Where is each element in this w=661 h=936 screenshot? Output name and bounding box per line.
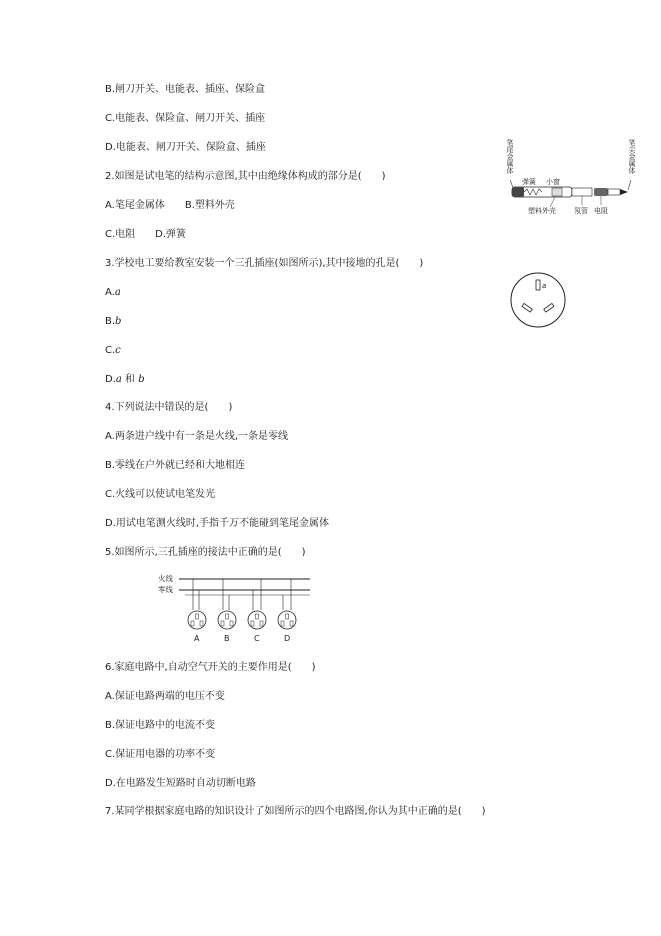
q6-option-a: A.保证电路两端的电压不变 [105, 691, 225, 702]
socket-wiring-figure [155, 570, 315, 645]
q3-option-a [105, 286, 121, 300]
q6-option-b: B.保证电路中的电流不变 [105, 720, 216, 731]
q2-options-ab: A.笔尾金属体 B.塑料外壳 [105, 200, 235, 211]
shell-label: 塑料外壳 [528, 207, 556, 215]
q6-option-c: C.保证用电器的功率不变 [105, 749, 216, 760]
socket-b [218, 579, 236, 643]
q5-stem: 5.如图所示,三孔插座的接法中正确的是( ) [105, 547, 306, 558]
q3-stem: 3.学校电工要给教室安装一个三孔插座(如图所示),其中接地的孔是( ) [105, 258, 424, 269]
q3-option-d [105, 373, 145, 387]
neon-label: 氖管 [574, 207, 588, 215]
q3-option-d-and: 和 [121, 374, 139, 385]
socket-c [248, 579, 266, 643]
q4-option-b: B.零线在户外就已经和大地相连 [105, 460, 246, 471]
q4-option-c: C.火线可以使试电笔发光 [105, 489, 216, 500]
q3-option-a-prefix: A. [105, 287, 115, 298]
neutral-wire-label: 零线 [158, 585, 173, 594]
q6-stem: 6.家庭电路中,自动空气开关的主要作用是( ) [105, 662, 316, 673]
socket-figure [508, 270, 568, 330]
socket-hole-top [536, 280, 540, 290]
q6-option-d: D.在电路发生短路时自动切断电路 [105, 778, 256, 789]
socket-b-letter: B [224, 634, 230, 643]
q3-option-b-var: b [115, 316, 122, 327]
q3-option-c-prefix: C. [105, 345, 116, 356]
test-pen-figure [500, 130, 645, 220]
socket-a-letter: A [194, 634, 200, 643]
q1-option-d: D.电能表、闸刀开关、保险盒、插座 [105, 142, 266, 153]
pen-tip-label: 笔尖金属体 [628, 139, 636, 174]
pen-resistor [594, 188, 608, 196]
q3-option-b-prefix: B. [105, 316, 116, 327]
socket-a [188, 579, 206, 643]
resistor-label: 电阻 [594, 207, 608, 215]
q3-option-d-prefix: D. [105, 374, 116, 385]
q3-option-d-var1: a [115, 374, 122, 385]
socket-d [278, 579, 296, 643]
q2-stem: 2.如图是试电笔的结构示意图,其中由绝缘体构成的部分是( ) [105, 171, 386, 182]
q3-option-a-var: a [114, 287, 121, 298]
q7-stem: 7.某同学根据家庭电路的知识设计了如图所示的四个电路图,你认为其中正确的是( ) [105, 806, 486, 817]
q2-options-cd: C.电阻 D.弹簧 [105, 229, 187, 240]
q4-option-d: D.用试电笔测火线时,手指千万不能碰到笔尾金属体 [105, 518, 330, 529]
live-wire-label: 火线 [158, 574, 173, 583]
q3-option-c-var: c [115, 345, 121, 356]
q1-option-c: C.电能表、保险盒、闸刀开关、插座 [105, 113, 266, 124]
socket-d-letter: D [284, 634, 291, 643]
q3-option-b [105, 315, 121, 329]
window-label: 小窗 [546, 178, 560, 186]
spring-label: 弹簧 [522, 178, 536, 186]
q4-stem: 4.下列说法中错误的是( ) [105, 402, 233, 413]
pen-tail-label: 笔尾金属体 [506, 139, 514, 174]
q3-option-d-var2: b [138, 374, 145, 385]
q4-option-a: A.两条进户线中有一条是火线,一条是零线 [105, 431, 289, 442]
socket-c-letter: C [254, 634, 260, 643]
q3-option-c [105, 344, 121, 358]
q1-option-b: B.闸刀开关、电能表、插座、保险盒 [105, 84, 266, 95]
socket-label-a: a [542, 282, 547, 290]
